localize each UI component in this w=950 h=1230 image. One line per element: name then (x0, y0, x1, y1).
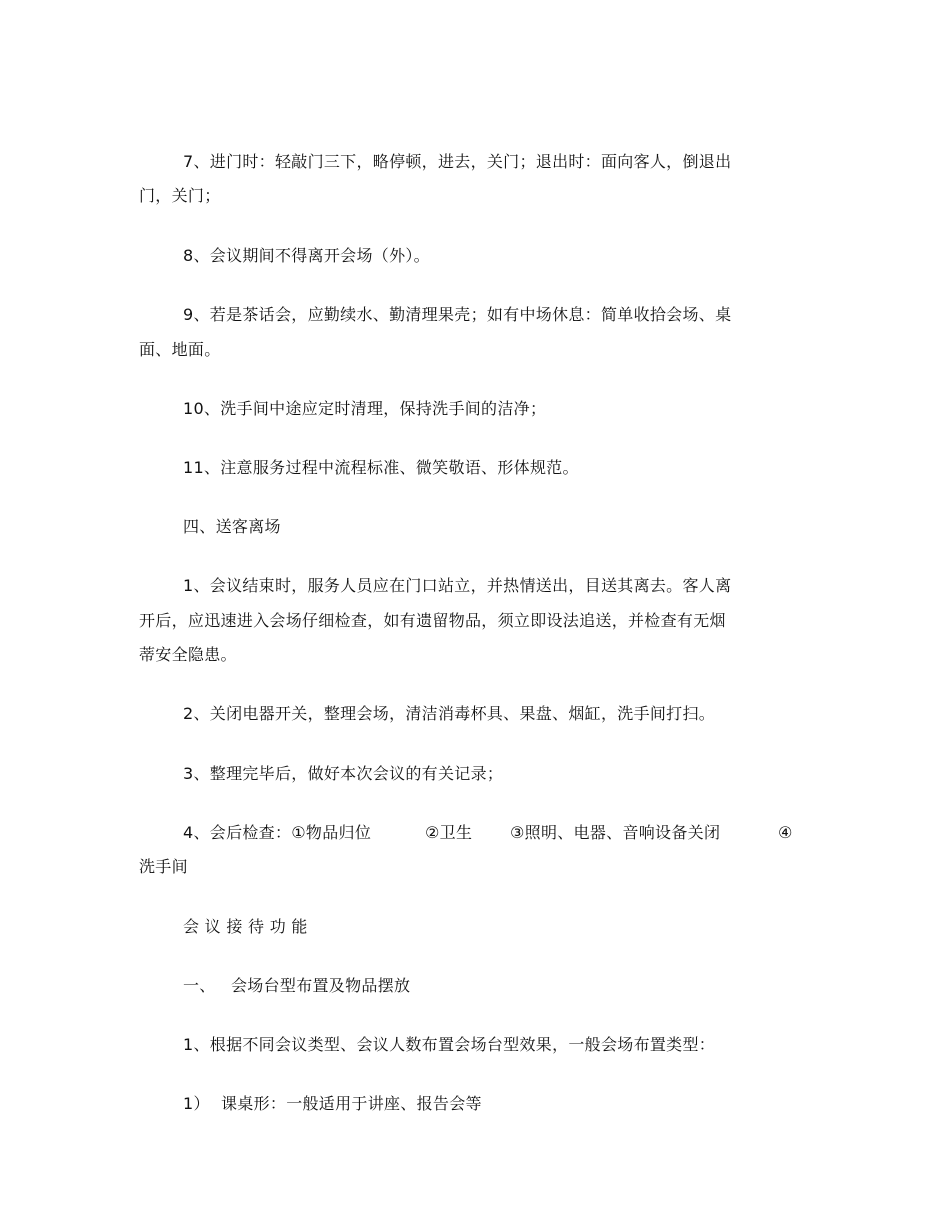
part-1-heading-text: 会场台型布置及物品摆放 (231, 976, 411, 995)
part-1-item-1-text: 课桌形：一般适用于讲座、报告会等 (221, 1094, 482, 1113)
part-1-item-1-number: 1） (183, 1094, 210, 1113)
reception-title: 会 议 接 待 功 能 (183, 917, 308, 936)
section-4-heading: 四、送客离场 (183, 517, 281, 536)
section-4-paragraph-4-part-b: ②卫生 (425, 823, 473, 842)
section-4-paragraph-1-line-3: 蒂安全隐患。 (139, 645, 237, 664)
section-4-paragraph-4-part-c: ③照明、电器、音响设备关闭 (510, 823, 721, 842)
section-4-paragraph-4-line-2: 洗手间 (139, 857, 188, 876)
section-4-paragraph-1-line-1: 1、会议结束时，服务人员应在门口站立，并热情送出，目送其离去。客人离 (183, 576, 732, 595)
section-4-paragraph-4-part-d: ④ (778, 823, 793, 842)
part-1-heading-number: 一、 (183, 976, 216, 995)
paragraph-7-line-1: 7、进门时：轻敲门三下，略停顿，进去，关门；退出时：面向客人，倒退出 (183, 152, 732, 171)
section-4-paragraph-3: 3、整理完毕后，做好本次会议的有关记录； (183, 764, 504, 783)
paragraph-9-line-2: 面、地面。 (139, 340, 221, 359)
paragraph-9-line-1: 9、若是茶话会，应勤续水、勤清理果壳；如有中场休息：简单收拾会场、桌 (183, 305, 732, 324)
paragraph-7-line-2: 门，关门； (139, 186, 221, 205)
section-4-paragraph-4-part-a: 4、会后检查：①物品归位 (183, 823, 372, 842)
section-4-paragraph-1-line-2: 开后，应迅速进入会场仔细检查，如有遗留物品，须立即设法追送，并检查有无烟 (139, 611, 726, 630)
part-1-paragraph-1: 1、根据不同会议类型、会议人数布置会场台型效果，一般会场布置类型： (183, 1035, 716, 1054)
paragraph-11: 11、注意服务过程中流程标准、微笑敬语、形体规范。 (183, 458, 579, 477)
paragraph-10: 10、洗手间中途应定时清理，保持洗手间的洁净； (183, 399, 547, 418)
section-4-paragraph-2: 2、关闭电器开关，整理会场，清洁消毒杯具、果盘、烟缸，洗手间打扫。 (183, 704, 716, 723)
paragraph-8: 8、会议期间不得离开会场（外）。 (183, 246, 430, 265)
